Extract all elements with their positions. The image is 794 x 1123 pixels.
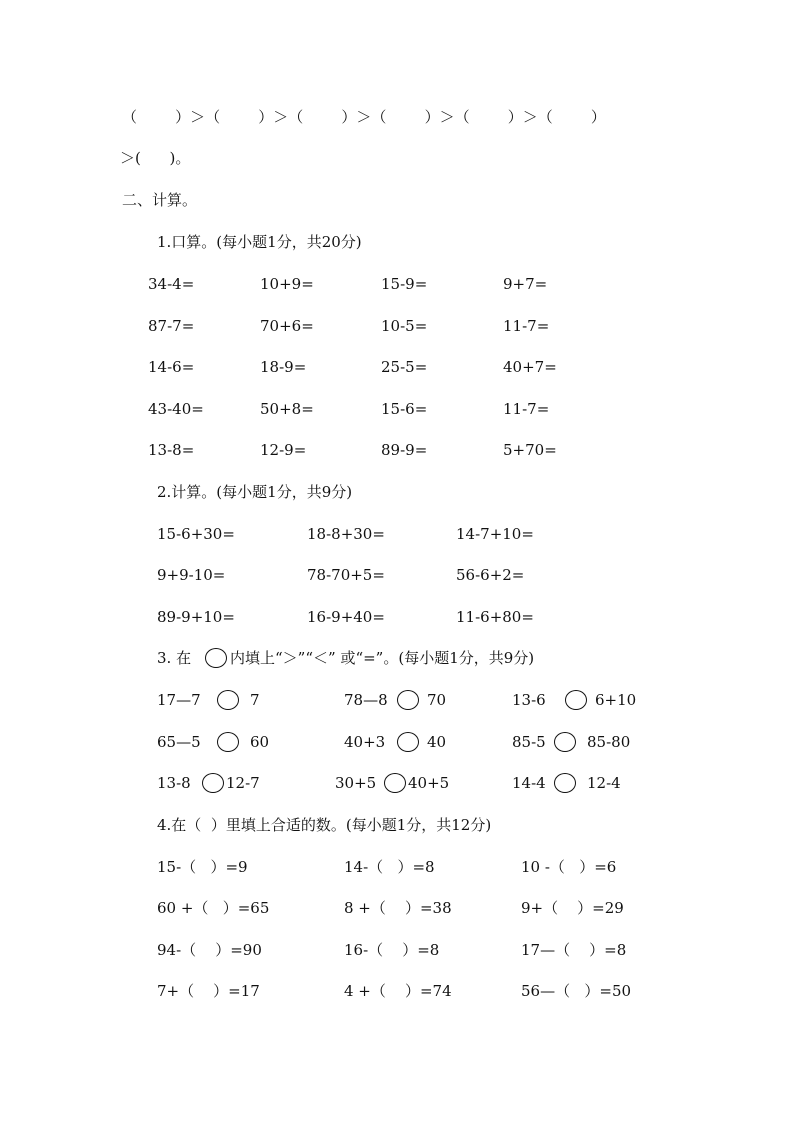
q4-item: 94-（ ）=90 [157,941,262,959]
q4-item: 60 +（ ）=65 [157,899,270,917]
q3-right: 85-80 [587,733,631,751]
q3-right: 40 [427,733,447,751]
q3-left: 17—7 [157,691,201,709]
q4-item: 15-（ ）=9 [157,858,248,876]
q4-item: 10 -（ ）=6 [521,858,617,876]
section-heading: 二、计算。 [122,191,198,209]
q1-item: 13-8= [148,441,195,459]
q2-item: 18-8+30= [307,525,385,543]
q1-title: 1.口算。(每小题1分，共20分) [157,233,362,251]
q1-item: 25-5= [381,358,428,376]
q3-right: 12-7 [226,774,260,792]
q4-item: 4 +（ ）=74 [344,982,452,1000]
q4-item: 17—（ ）=8 [521,941,627,959]
ordering-line-2: ＞( )。 [120,149,191,167]
q3-left: 85-5 [512,733,546,751]
q3-right: 7 [250,691,260,709]
q1-item: 14-6= [148,358,195,376]
q3-right: 70 [427,691,447,709]
q3-right: 40+5 [408,774,450,792]
q3-right: 12-4 [587,774,621,792]
q2-item: 14-7+10= [456,525,534,543]
q1-item: 50+8= [260,400,314,418]
q3-left: 14-4 [512,774,546,792]
q1-item: 34-4= [148,275,195,293]
q3-right: 6+10 [595,691,637,709]
q2-title: 2.计算。(每小题1分，共9分) [157,483,353,501]
q3-title-circle-icon [205,648,227,668]
q1-item: 15-6= [381,400,428,418]
q1-item: 89-9= [381,441,428,459]
q1-item: 11-7= [503,400,550,418]
q3-left: 65—5 [157,733,201,751]
q3-title-suffix: 内填上“＞”“＜” 或“=”。(每小题1分，共9分) [230,649,535,667]
q2-item: 11-6+80= [456,608,534,626]
q1-item: 87-7= [148,317,195,335]
q4-item: 9+（ ）=29 [521,899,624,917]
q4-item: 14-（ ）=8 [344,858,435,876]
q3-left: 40+3 [344,733,386,751]
q1-item: 9+7= [503,275,548,293]
q4-item: 7+（ ）=17 [157,982,260,1000]
q2-item: 9+9-10= [157,566,226,584]
q3-left: 13-8 [157,774,191,792]
q1-item: 40+7= [503,358,557,376]
q4-item: 8 +（ ）=38 [344,899,452,917]
q3-title-prefix: 3. 在 [157,649,192,667]
q1-item: 70+6= [260,317,314,335]
q2-item: 89-9+10= [157,608,235,626]
q1-item: 15-9= [381,275,428,293]
ordering-line-1: （ ）＞（ ）＞（ ）＞（ ）＞（ ）＞（ ） [122,108,606,126]
q2-item: 78-70+5= [307,566,385,584]
q1-item: 5+70= [503,441,557,459]
q1-item: 43-40= [148,400,204,418]
q2-item: 56-6+2= [456,566,525,584]
q4-title: 4.在（ ）里填上合适的数。(每小题1分，共12分) [157,816,492,834]
q1-item: 11-7= [503,317,550,335]
compare-circle-input[interactable] [554,732,576,752]
compare-circle-input[interactable] [565,690,587,710]
q3-left: 30+5 [335,774,377,792]
q2-item: 16-9+40= [307,608,385,626]
compare-circle-input[interactable] [554,773,576,793]
compare-circle-input[interactable] [384,773,406,793]
q4-item: 16-（ ）=8 [344,941,440,959]
compare-circle-input[interactable] [397,690,419,710]
q3-left: 78—8 [344,691,388,709]
q1-item: 12-9= [260,441,307,459]
q1-item: 18-9= [260,358,307,376]
compare-circle-input[interactable] [217,690,239,710]
q4-item: 56—（ ）=50 [521,982,632,1000]
compare-circle-input[interactable] [217,732,239,752]
q3-left: 13-6 [512,691,546,709]
compare-circle-input[interactable] [202,773,224,793]
q1-item: 10-5= [381,317,428,335]
q3-right: 60 [250,733,270,751]
q1-item: 10+9= [260,275,314,293]
compare-circle-input[interactable] [397,732,419,752]
q2-item: 15-6+30= [157,525,235,543]
